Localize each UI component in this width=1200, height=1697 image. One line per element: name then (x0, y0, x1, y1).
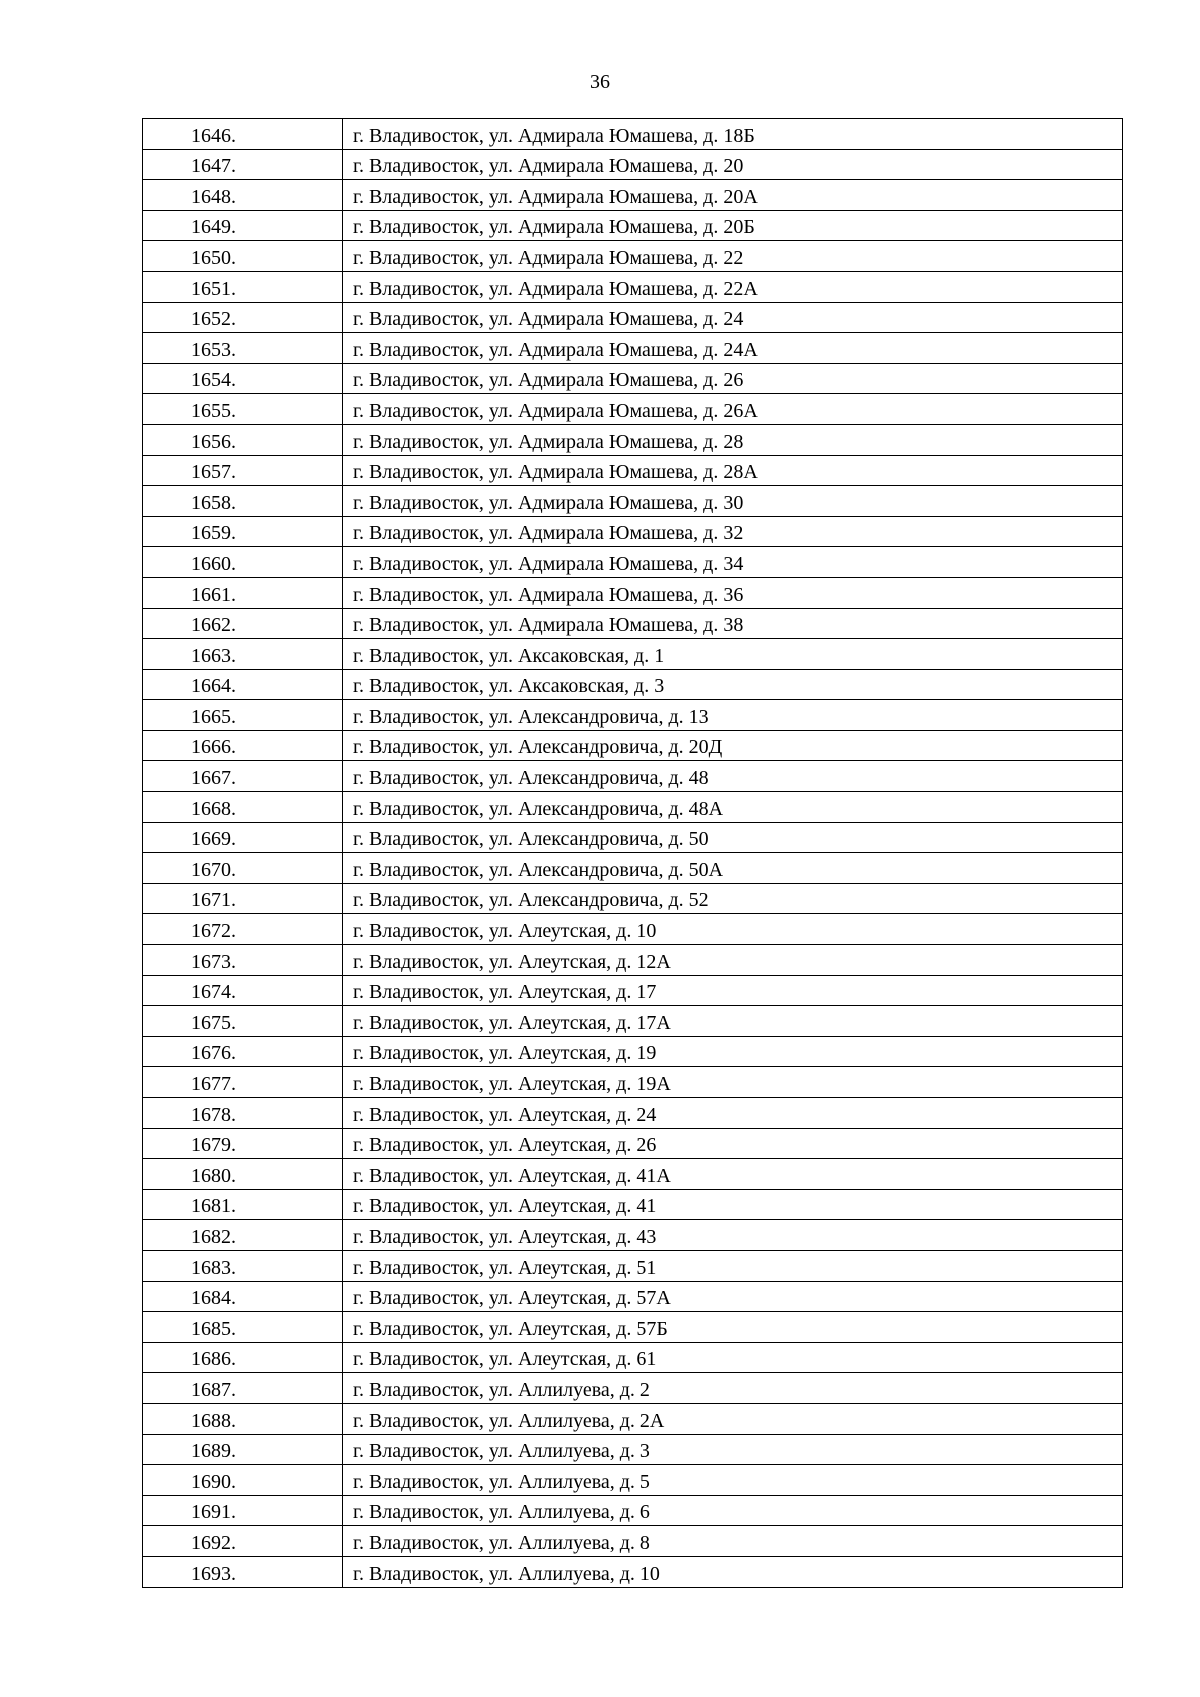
row-number: 1676. (143, 1036, 343, 1067)
row-address: г. Владивосток, ул. Александровича, д. 52 (343, 883, 1123, 914)
table-row (143, 455, 1123, 486)
table-row (143, 424, 1123, 455)
table-row (143, 119, 1123, 150)
row-number: 1679. (143, 1128, 343, 1159)
row-address: г. Владивосток, ул. Адмирала Юмашева, д. 26А (343, 394, 1123, 425)
table-row (143, 761, 1123, 792)
row-address: г. Владивосток, ул. Александровича, д. 20Д (343, 730, 1123, 761)
table-row (143, 486, 1123, 517)
row-address: г. Владивосток, ул. Адмирала Юмашева, д. 24А (343, 333, 1123, 364)
table-row (143, 363, 1123, 394)
row-address: г. Владивосток, ул. Аллилуева, д. 5 (343, 1465, 1123, 1496)
row-address: г. Владивосток, ул. Аксаковская, д. 3 (343, 669, 1123, 700)
row-address: г. Владивосток, ул. Алеутская, д. 57А (343, 1281, 1123, 1312)
row-number: 1648. (143, 180, 343, 211)
row-number: 1646. (143, 119, 343, 150)
row-address: г. Владивосток, ул. Алеутская, д. 17А (343, 1006, 1123, 1037)
address-table-body (143, 119, 1123, 1588)
row-address: г. Владивосток, ул. Адмирала Юмашева, д. 32 (343, 516, 1123, 547)
row-number: 1668. (143, 792, 343, 823)
row-address: г. Владивосток, ул. Александровича, д. 50 (343, 822, 1123, 853)
row-address: г. Владивосток, ул. Алеутская, д. 26 (343, 1128, 1123, 1159)
row-number: 1656. (143, 424, 343, 455)
table-row (143, 210, 1123, 241)
table-row (143, 1189, 1123, 1220)
table-row (143, 302, 1123, 333)
row-number: 1662. (143, 608, 343, 639)
row-number: 1658. (143, 486, 343, 517)
row-address: г. Владивосток, ул. Адмирала Юмашева, д. 28А (343, 455, 1123, 486)
table-row (143, 669, 1123, 700)
table-row (143, 1556, 1123, 1587)
row-number: 1685. (143, 1312, 343, 1343)
row-address: г. Владивосток, ул. Алеутская, д. 17 (343, 975, 1123, 1006)
table-row (143, 149, 1123, 180)
row-number: 1683. (143, 1250, 343, 1281)
table-row (143, 1373, 1123, 1404)
row-number: 1674. (143, 975, 343, 1006)
table-row (143, 700, 1123, 731)
row-number: 1663. (143, 639, 343, 670)
table-row (143, 1220, 1123, 1251)
row-address: г. Владивосток, ул. Аллилуева, д. 6 (343, 1495, 1123, 1526)
row-number: 1653. (143, 333, 343, 364)
table-row (143, 1403, 1123, 1434)
row-address: г. Владивосток, ул. Адмирала Юмашева, д. 36 (343, 577, 1123, 608)
row-address: г. Владивосток, ул. Адмирала Юмашева, д. 20Б (343, 210, 1123, 241)
row-number: 1671. (143, 883, 343, 914)
address-table (142, 118, 1123, 1588)
row-address: г. Владивосток, ул. Адмирала Юмашева, д. 18Б (343, 119, 1123, 150)
row-address: г. Владивосток, ул. Александровича, д. 48А (343, 792, 1123, 823)
row-address: г. Владивосток, ул. Аллилуева, д. 2 (343, 1373, 1123, 1404)
row-address: г. Владивосток, ул. Алеутская, д. 10 (343, 914, 1123, 945)
page-number: 36 (590, 71, 610, 93)
table-row (143, 1526, 1123, 1557)
table-row (143, 1465, 1123, 1496)
row-number: 1678. (143, 1098, 343, 1129)
row-number: 1667. (143, 761, 343, 792)
row-address: г. Владивосток, ул. Адмирала Юмашева, д. 20 (343, 149, 1123, 180)
table-row (143, 730, 1123, 761)
row-address: г. Владивосток, ул. Алеутская, д. 41 (343, 1189, 1123, 1220)
table-row (143, 945, 1123, 976)
row-address: г. Владивосток, ул. Алеутская, д. 43 (343, 1220, 1123, 1251)
row-address: г. Владивосток, ул. Алеутская, д. 57Б (343, 1312, 1123, 1343)
row-address: г. Владивосток, ул. Алеутская, д. 61 (343, 1342, 1123, 1373)
row-number: 1655. (143, 394, 343, 425)
row-address: г. Владивосток, ул. Алеутская, д. 24 (343, 1098, 1123, 1129)
row-number: 1686. (143, 1342, 343, 1373)
row-address: г. Владивосток, ул. Адмирала Юмашева, д. 22А (343, 271, 1123, 302)
row-number: 1669. (143, 822, 343, 853)
row-number: 1649. (143, 210, 343, 241)
row-number: 1647. (143, 149, 343, 180)
table-row (143, 1312, 1123, 1343)
row-address: г. Владивосток, ул. Александровича, д. 13 (343, 700, 1123, 731)
row-number: 1650. (143, 241, 343, 272)
row-number: 1670. (143, 853, 343, 884)
row-number: 1690. (143, 1465, 343, 1496)
table-row (143, 1098, 1123, 1129)
table-row (143, 394, 1123, 425)
row-number: 1672. (143, 914, 343, 945)
table-row (143, 516, 1123, 547)
row-number: 1664. (143, 669, 343, 700)
table-row (143, 333, 1123, 364)
table-row (143, 1434, 1123, 1465)
row-number: 1682. (143, 1220, 343, 1251)
table-row (143, 1067, 1123, 1098)
row-number: 1659. (143, 516, 343, 547)
table-row (143, 241, 1123, 272)
row-number: 1675. (143, 1006, 343, 1037)
row-address: г. Владивосток, ул. Адмирала Юмашева, д. 26 (343, 363, 1123, 394)
row-number: 1651. (143, 271, 343, 302)
table-row (143, 975, 1123, 1006)
row-address: г. Владивосток, ул. Адмирала Юмашева, д. 22 (343, 241, 1123, 272)
row-address: г. Владивосток, ул. Аллилуева, д. 8 (343, 1526, 1123, 1557)
table-row (143, 1128, 1123, 1159)
row-number: 1680. (143, 1159, 343, 1190)
row-address: г. Владивосток, ул. Адмирала Юмашева, д. 28 (343, 424, 1123, 455)
row-number: 1660. (143, 547, 343, 578)
table-row (143, 822, 1123, 853)
row-number: 1688. (143, 1403, 343, 1434)
row-number: 1691. (143, 1495, 343, 1526)
table-row (143, 853, 1123, 884)
row-address: г. Владивосток, ул. Адмирала Юмашева, д. 24 (343, 302, 1123, 333)
table-row (143, 1006, 1123, 1037)
row-number: 1677. (143, 1067, 343, 1098)
table-row (143, 1495, 1123, 1526)
row-address: г. Владивосток, ул. Аллилуева, д. 2А (343, 1403, 1123, 1434)
row-address: г. Владивосток, ул. Аксаковская, д. 1 (343, 639, 1123, 670)
row-address: г. Владивосток, ул. Алеутская, д. 19 (343, 1036, 1123, 1067)
row-number: 1681. (143, 1189, 343, 1220)
table-row (143, 577, 1123, 608)
row-address: г. Владивосток, ул. Алеутская, д. 19А (343, 1067, 1123, 1098)
row-address: г. Владивосток, ул. Алеутская, д. 12А (343, 945, 1123, 976)
table-row (143, 1281, 1123, 1312)
table-row (143, 639, 1123, 670)
row-address: г. Владивосток, ул. Аллилуева, д. 10 (343, 1556, 1123, 1587)
row-number: 1657. (143, 455, 343, 486)
row-number: 1684. (143, 1281, 343, 1312)
table-row (143, 608, 1123, 639)
table-row (143, 180, 1123, 211)
row-address: г. Владивосток, ул. Адмирала Юмашева, д. 38 (343, 608, 1123, 639)
row-address: г. Владивосток, ул. Александровича, д. 50А (343, 853, 1123, 884)
row-number: 1652. (143, 302, 343, 333)
table-row (143, 1159, 1123, 1190)
table-row (143, 1342, 1123, 1373)
row-address: г. Владивосток, ул. Алеутская, д. 41А (343, 1159, 1123, 1190)
table-row (143, 1250, 1123, 1281)
row-address: г. Владивосток, ул. Александровича, д. 48 (343, 761, 1123, 792)
table-row (143, 914, 1123, 945)
table-row (143, 883, 1123, 914)
row-number: 1687. (143, 1373, 343, 1404)
row-number: 1661. (143, 577, 343, 608)
table-row (143, 792, 1123, 823)
table-row (143, 547, 1123, 578)
row-number: 1689. (143, 1434, 343, 1465)
row-address: г. Владивосток, ул. Аллилуева, д. 3 (343, 1434, 1123, 1465)
table-row (143, 1036, 1123, 1067)
row-number: 1654. (143, 363, 343, 394)
row-number: 1673. (143, 945, 343, 976)
row-number: 1665. (143, 700, 343, 731)
row-address: г. Владивосток, ул. Адмирала Юмашева, д. 34 (343, 547, 1123, 578)
row-address: г. Владивосток, ул. Алеутская, д. 51 (343, 1250, 1123, 1281)
row-address: г. Владивосток, ул. Адмирала Юмашева, д. 30 (343, 486, 1123, 517)
row-number: 1692. (143, 1526, 343, 1557)
row-address: г. Владивосток, ул. Адмирала Юмашева, д. 20А (343, 180, 1123, 211)
row-number: 1666. (143, 730, 343, 761)
table-row (143, 271, 1123, 302)
row-number: 1693. (143, 1556, 343, 1587)
